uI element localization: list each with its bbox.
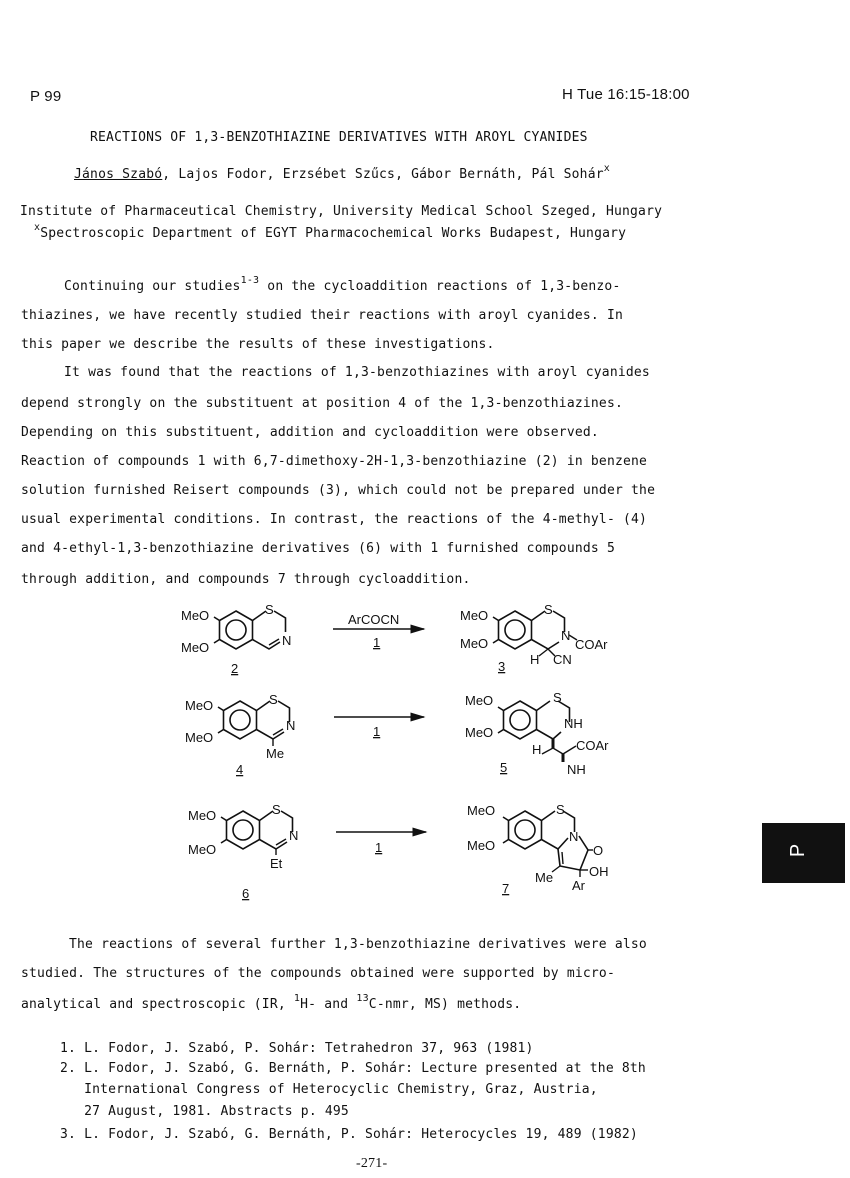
compound-7-structure [467,802,609,896]
reference-2: 2. L. Fodor, J. Szabó, G. Bernáth, P. Sohár: Lecture presented at the 8th [60,1061,646,1076]
paragraph-2-line: depend strongly on the substituent at position 4 of the 1,3-benzothiazines. [21,396,623,411]
compound-5-structure [465,690,609,777]
svg-text:CN: CN [553,652,572,667]
svg-text:MeO: MeO [185,730,214,745]
reference-1: 1. L. Fodor, J. Szabó, P. Sohár: Tetrahedron 37, 963 (1981) [60,1041,534,1056]
paragraph-1-line-2: thiazines, we have recently studied their reactions with aroyl cyanides. In [21,308,623,323]
svg-text:NH: NH [567,762,586,777]
paragraph-2-line: and 4-ethyl-1,3-benzothiazine derivatives (6) with 1 furnished compounds 5 [21,541,615,556]
svg-text:MeO: MeO [460,608,489,623]
section-tab-label: P [787,843,810,858]
compound-number: 6 [242,886,250,901]
svg-text:N: N [561,628,571,643]
svg-text:MeO: MeO [465,693,494,708]
paragraph-3-line-3: analytical and spectroscopic (IR, $^1$H- and $^{13}$C-nmr, MS) methods. [21,993,522,1012]
paragraph-2-line: It was found that the reactions of 1,3-benzothiazines with aroyl cyanides [64,365,650,380]
paragraph-2-line: usual experimental conditions. In contrast, the reactions of the 4-methyl- (4) [21,512,648,527]
presenting-author: János Szabó [74,167,163,182]
session-code: P 99 [30,88,62,105]
svg-text:Me: Me [535,870,554,885]
compound-number: 2 [231,661,239,676]
paper-title: REACTIONS OF 1,3-BENZOTHIAZINE DERIVATIVES WITH AROYL CYANIDES [90,130,588,145]
paragraph-2-line: Reaction of compounds 1 with 6,7-dimethoxy-2H-1,3-benzothiazine (2) in benzene [21,454,648,469]
svg-text:S: S [556,802,565,817]
paragraph-2-line: solution furnished Reisert compounds (3), which could not be prepared under the [21,483,656,498]
paragraph-1-line-1: Continuing our studies$^{1-3}$ on the cycloaddition reactions of 1,3-benzo- [64,275,621,294]
affiliation-2-text: Spectroscopic Department of EGYT Pharmacochemical Works Budapest, Hungary [40,226,627,241]
session-time: H Tue 16:15-18:00 [562,86,690,103]
reference-2-cont: International Congress of Heterocyclic Chemistry, Graz, Austria, [60,1082,598,1097]
compound-4-structure [185,692,295,777]
svg-text:COAr: COAr [576,738,609,753]
svg-text:MeO: MeO [460,636,489,651]
svg-text:N: N [282,633,292,648]
reagent-number: 1 [373,724,381,739]
reagent-number: 1 [375,840,383,855]
svg-text:O: O [593,843,604,858]
svg-text:S: S [553,690,562,705]
svg-text:MeO: MeO [188,808,217,823]
svg-text:H: H [530,652,540,667]
compound-2-structure [181,602,291,676]
svg-text:COAr: COAr [575,637,608,652]
paragraph-3-line-1: The reactions of several further 1,3-benzothiazine derivatives were also [69,937,647,952]
author-mark: x [603,163,610,174]
svg-text:MeO: MeO [181,640,210,655]
reference-2-cont: 27 August, 1981. Abstracts p. 495 [60,1104,349,1119]
page-number: -271- [356,1156,388,1171]
svg-text:Ar: Ar [572,878,585,893]
compound-number: 5 [500,760,508,775]
svg-text:S: S [269,692,278,707]
svg-text:N: N [289,828,299,843]
compound-6-structure [188,802,298,901]
affiliation-1: Institute of Pharmaceutical Chemistry, University Medical School Szeged, Hungary [20,204,663,219]
svg-text:Me: Me [266,746,285,761]
reagent-number: 1 [373,635,381,650]
svg-text:MeO: MeO [467,838,496,853]
svg-text:NH: NH [564,716,583,731]
section-tab [762,823,845,883]
paragraph-2-line: Depending on this substituent, addition and cycloaddition were observed. [21,425,599,440]
reagent-label: ArCOCN [348,612,400,627]
paragraph-1-line-3: this paper we describe the results of these investigations. [21,337,495,352]
other-authors: , Lajos Fodor, Erzsébet Szűcs, Gábor Bernáth, Pál Sohár [162,167,604,182]
svg-text:S: S [272,802,281,817]
svg-text:MeO: MeO [188,842,217,857]
svg-text:OH: OH [589,864,609,879]
compound-number: 3 [498,659,506,674]
paragraph-3-line-2: studied. The structures of the compounds obtained were supported by micro- [21,966,615,981]
paragraph-2-line: through addition, and compounds 7 through cycloaddition. [21,572,471,587]
compound-3-structure [460,602,608,674]
svg-text:MeO: MeO [467,803,496,818]
compound-number: 7 [502,881,510,896]
reference-3: 3. L. Fodor, J. Szabó, G. Bernáth, P. Sohár: Heterocycles 19, 489 (1982) [60,1127,638,1142]
svg-text:S: S [544,602,553,617]
svg-text:MeO: MeO [185,698,214,713]
svg-text:H: H [532,742,542,757]
svg-text:N: N [569,829,579,844]
compound-number: 4 [236,762,244,777]
svg-text:MeO: MeO [181,608,210,623]
affiliation-mark: x [34,222,41,233]
svg-text:Et: Et [270,856,283,871]
svg-text:N: N [286,718,296,733]
svg-text:S: S [265,602,274,617]
svg-text:MeO: MeO [465,725,494,740]
